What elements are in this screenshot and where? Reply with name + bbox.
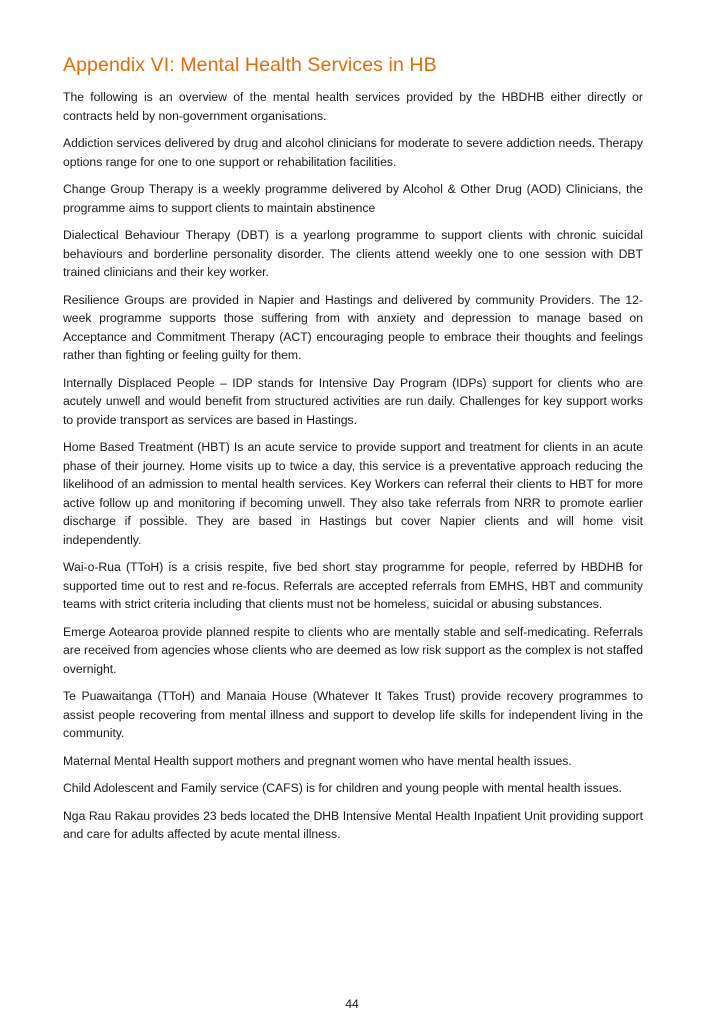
paragraph-te-puawaitanga: Te Puawaitanga (TToH) and Manaia House (Whatever It Takes Trust) provide recovery programmes to assist people recovering from mental illness and support to develop life skills for independent living in the community. xyxy=(63,689,643,740)
paragraph-emerge-aotearoa: Emerge Aotearoa provide planned respite to clients who are mentally stable and self-medicating. Referrals are received from agencies whose clients who are deemed as low risk support as the complex is not staffed overnight. xyxy=(63,624,643,676)
paragraph-cafs: Child Adolescent and Family service (CAFS) is for children and young people with mental health issues. xyxy=(63,781,622,795)
paragraph-change-group-therapy: Change Group Therapy is a weekly programme delivered by Alcohol & Other Drug (AOD) Clinicians, the programme aims to support clients to maintain abstinence xyxy=(63,182,643,215)
paragraph-overview: The following is an overview of the mental health services provided by the HBDHB either directly or contracts held by non-government organisations. xyxy=(63,90,643,123)
paragraph-wai-o-rua: Wai-o-Rua (TToH) is a crisis respite, five bed short stay programme for people, referred by HBDHB for supported time out to rest and re-focus. Referrals are accepted referrals from EMHS, HBT and community teams with strict criteria including that clients must not be homeless, suicidal or abusing substances. xyxy=(63,560,643,611)
paragraph-dbt: Dialectical Behaviour Therapy (DBT) is a yearlong programme to support clients with chronic suicidal behaviours and borderline personality disorder. The clients attend weekly one to one session with DBT trained clinicians and their key worker. xyxy=(63,228,643,279)
paragraph-nga-rau-rakau: Nga Rau Rakau provides 23 beds located the DHB Intensive Mental Health Inpatient Unit providing support and care for adults affected by acute mental illness. xyxy=(63,808,643,841)
paragraph-idp: Internally Displaced People – IDP stands for Intensive Day Program (IDPs) support for clients who are acutely unwell and would benefit from structured activities are run daily. Challenges for key support works to provide transport as services are based in Hastings. xyxy=(63,375,643,427)
paragraph-resilience-groups: Resilience Groups are provided in Napier and Hastings and delivered by community Providers. The 12-week programme supports those suffering from with anxiety and depression to manage based on Acceptance and Commitment Therapy (ACT) encouraging people to embrace their thoughts and feelings rather than fighting or feeling guilty for them. xyxy=(63,292,643,362)
document-body xyxy=(63,52,643,853)
paragraph-addiction-services: Addiction services delivered by drug and alcohol clinicians for moderate to severe addiction needs. Therapy options range for one to one support or rehabilitation facilities. xyxy=(63,136,643,169)
appendix-title: Appendix VI: Mental Health Services in HB xyxy=(63,54,437,76)
page-number: 44 xyxy=(345,997,359,1011)
paragraph-maternal-mental-health: Maternal Mental Health support mothers and pregnant women who have mental health issues. xyxy=(63,753,572,768)
paragraph-home-based-treatment: Home Based Treatment (HBT) Is an acute service to provide support and treatment for clients in an acute phase of their journey. Home visits up to twice a day, this service is a preventative approach reducing the likelihood of an admission to mental health services. Key Workers can referral their clients to HBT for more active follow up and monitoring if becoming unwell. They also take referrals from NRR to promote earlier discharge if possible. They are based in Hastings but cover Napier clients and will home visit independently. xyxy=(63,440,643,547)
